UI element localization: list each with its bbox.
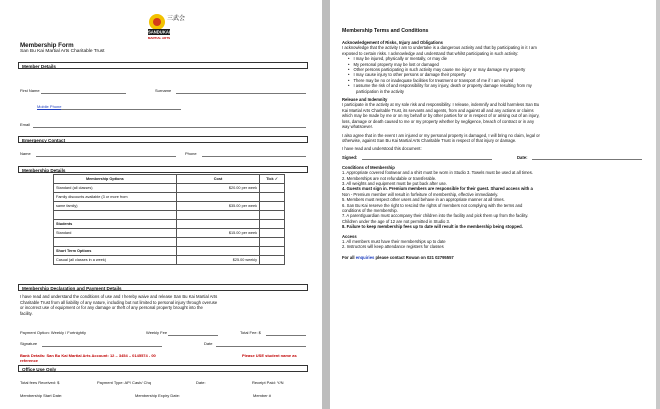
agree-line: I also agree that in the event I am injured or my personal property is damaged, I will bring no claim, legal or: [342, 132, 540, 138]
condition-line: 6. San Bu Kai reserve the right to rescind the rights of members not complying with the terms and: [342, 202, 523, 208]
logo-cjk: 三武会: [166, 15, 185, 22]
declaration-date-label: Date: [204, 341, 213, 346]
mobile-field[interactable]: [61, 109, 181, 110]
email-field[interactable]: [33, 127, 306, 128]
table-row: [54, 229, 285, 238]
mobile-label: [37, 104, 61, 109]
option-cell: Standard (all classes): [54, 184, 177, 193]
declaration-text: I have read and understand the conditions of use and I hereby waive and release San Bu Kai Martial Arts Charitable Trust from all liability of any nature, including but not limited to personal injury through overuse or incorrect use of equipment or for any damage or theft of any personal property brought into the facility.: [20, 294, 218, 316]
signed-field[interactable]: [362, 159, 492, 160]
release-line: I participate in the activity at my sole risk and responsibility. I release, indemnify and hold harmless San Bu: [342, 102, 540, 108]
total-fee-field[interactable]: [266, 335, 306, 336]
tick-cell[interactable]: [260, 229, 285, 238]
logo-graphic: [145, 11, 185, 41]
condition-line: 4. Guests must sign in. Premium members are responsible for their guest. Shared access with a: [342, 186, 533, 192]
total-received-label: Total fees Received: $: [20, 380, 60, 385]
emergency-name-label: Name: [20, 151, 31, 156]
risk-bullet: • I may be injured, physically or mentally, or may die: [342, 56, 647, 61]
option-cell: Family discounts available (3 or more from: [54, 193, 177, 202]
signed-label: Signed:: [342, 154, 358, 160]
table-spacer-row: [54, 211, 285, 220]
expiry-date-label: Membership Expiry Date:: [135, 393, 180, 398]
cost-cell: $25.00 weekly: [177, 256, 260, 265]
start-date-label: Membership Start Date:: [20, 393, 63, 398]
risk-bullet-cont: participation in the activity: [356, 88, 404, 94]
table-spacer-row: [54, 238, 285, 247]
option-cell: Casual (all classes in a week): [54, 256, 177, 265]
terms-body: [342, 40, 647, 260]
tick-cell[interactable]: [260, 202, 285, 211]
emergency-name-field[interactable]: [36, 156, 176, 157]
logo-subtitle: MARTIAL ARTS: [147, 36, 171, 40]
condition-line: Non - Premium member will result in forfeiture of membership, effective immediately.: [342, 191, 499, 197]
students-section-label: Students: [54, 220, 177, 229]
signed-row: [342, 155, 647, 161]
release-line: Kai Martial Arts Charitable Trust, its servants and agents, from and against all and any actions or claims: [342, 107, 534, 113]
member-number-label: Member #: [253, 393, 272, 398]
bank-reference-note: Please USE student name as: [242, 353, 297, 358]
table-section-row: [54, 247, 285, 256]
option-cell: Standard: [54, 229, 177, 238]
page-gutter: [322, 0, 330, 409]
payment-type-label: Payment Type: AP/ Cash/ Chq: [97, 380, 151, 385]
office-date-label: Date:: [196, 380, 206, 385]
agree-line: otherwise, against San Bu Kai Martial Arts Charitable Trust in respect of that injury or damage.: [342, 137, 517, 143]
short-term-section-label: Short Term Options: [54, 247, 177, 256]
bank-details: Bank Details: San Bu Kai Martial Arts Account: 12 – 3454 – 0145574 - 00: [20, 353, 156, 358]
condition-line: 7. A parent/guardian must accompany their children into the facility and pick them up from the facility.: [342, 213, 529, 219]
emergency-phone-label: Phone: [185, 151, 197, 156]
terms-date-label: Date:: [517, 154, 528, 160]
condition-line: 5. Members must respect other users and behave in an appropriate manner at all times.: [342, 197, 505, 203]
table-header-row: [54, 175, 285, 184]
emergency-contact-header: Emergency Contact: [18, 136, 308, 143]
surname-field[interactable]: [176, 93, 306, 94]
risk-bullet: • My personal property may be lost or damaged: [342, 62, 647, 67]
first-name-field[interactable]: [41, 93, 126, 94]
office-use-header: Office Use Only: [18, 365, 308, 372]
tick-icon: ✓: [274, 176, 278, 181]
release-line: loss, damage or death caused to me or my property whether by negligence, breach of contract or in any: [342, 118, 535, 124]
cost-cell: [177, 193, 260, 202]
bank-reference-note-2: reference: [20, 358, 39, 363]
cost-cell: $20.00 per week: [177, 184, 260, 193]
enquiries-link[interactable]: enquiries: [355, 254, 375, 260]
membership-details-header: Membership Details: [18, 166, 308, 173]
signature-label: Signature: [20, 341, 38, 346]
ack-heading: Acknowledgement of Risks, Injury and Obligations: [342, 40, 443, 45]
email-label: Email: [20, 122, 31, 127]
form-title: Membership Form: [20, 42, 74, 49]
tick-cell[interactable]: [260, 193, 285, 202]
emergency-phone-field[interactable]: [202, 156, 306, 157]
first-name-label: First Name: [20, 88, 40, 93]
table-row: [54, 256, 285, 265]
access-line: 2. Instructors will keep attendance registers for classes: [342, 244, 444, 250]
table-row: [54, 202, 285, 211]
risk-bullet: • I assume the risk of and responsibility for any injury, death or property damage resulting from my: [342, 83, 647, 88]
surname-label: Surname: [155, 88, 172, 93]
release-line: which may be made by me or on my behalf or by other parties for or in respect of or arising out of an injury,: [342, 113, 540, 119]
condition-line: 3. All weights and equipment must be put back after use.: [342, 180, 447, 186]
tick-cell[interactable]: [260, 184, 285, 193]
condition-line: conditions of the membership.: [342, 207, 398, 213]
conditions-heading: Conditions of Membership: [342, 164, 395, 170]
tick-cell[interactable]: [260, 256, 285, 265]
mobile-phone-label: Mobile Phone: [37, 104, 62, 109]
options-header: Membership Options: [54, 175, 177, 184]
risk-bullet: • There may be no or inadequate facilities for treatment or transport of me if I am injured: [342, 78, 647, 83]
read-understood-line: I have read and understood this document:: [342, 146, 422, 152]
declaration-date-field[interactable]: [216, 346, 306, 347]
declaration-header: Membership Declaration and Payment Details: [18, 284, 308, 291]
total-fee-label: Total Fee: $: [240, 330, 261, 335]
risk-bullet: • I may cause injury to other persons or damage their property: [342, 72, 647, 77]
receipt-paid-label: Receipt Paid: Y/N: [252, 380, 284, 385]
option-cell: same family): [54, 202, 177, 211]
cost-cell: $15.00 per week: [177, 229, 260, 238]
table-row: [54, 193, 285, 202]
risk-bullet: • Other persons participating in such activity may cause me injury or may damage my property: [342, 67, 647, 72]
condition-line: 2. Memberships are not refundable or transferable.: [342, 175, 437, 181]
form-subtitle: San Bu Kai Martial Arts Charitable Trust: [20, 49, 105, 54]
signature-field[interactable]: [42, 346, 162, 347]
tick-header: Tick ✓: [260, 175, 285, 184]
membership-options-table: [53, 174, 285, 265]
ack-line: I acknowledge that the activity I am to undertake is a dangerous activity and that by participating in it I am: [342, 45, 537, 51]
access-line: 1. All members must have their memberships up to date: [342, 239, 446, 244]
enquiry-line: For all enquiries please contact Rowan on 021 02795557: [342, 254, 454, 260]
cost-header: Cost: [177, 175, 260, 184]
member-details-header: Member Details: [18, 62, 308, 69]
condition-line: 8. Failure to keep membership fees up to date will result in the membership being stopped.: [342, 224, 523, 230]
condition-line: Children under the age of 12 are not permitted in Studio 3.: [342, 218, 451, 224]
release-heading: Release and Indemnity: [342, 97, 388, 103]
table-section-row: [54, 220, 285, 229]
terms-title: Membership Terms and Conditions: [342, 28, 429, 34]
release-line: way whatsoever.: [342, 124, 373, 130]
terms-date-field[interactable]: [532, 159, 642, 160]
form-page: [0, 0, 322, 409]
cost-cell: $35.00 per week: [177, 202, 260, 211]
table-row: [54, 184, 285, 193]
access-heading: Access: [342, 233, 357, 239]
logo-wordmark: SANDUKAI: [147, 29, 171, 35]
ack-line: exposed to certain risks. I acknowledge and understand that whilst participating in such activity:: [342, 50, 519, 56]
weekly-fee-field[interactable]: [168, 335, 218, 336]
payment-option-label: Payment Option: Weekly / Fortnightly: [20, 330, 86, 335]
sanbukai-logo: [145, 11, 185, 41]
weekly-fee-label: Weekly Fee: [146, 330, 168, 335]
terms-page: [330, 0, 656, 409]
condition-line: 1. Appropriate covered footwear and a shirt must be worn in Studio 3. Towels must be used at all times.: [342, 170, 534, 176]
